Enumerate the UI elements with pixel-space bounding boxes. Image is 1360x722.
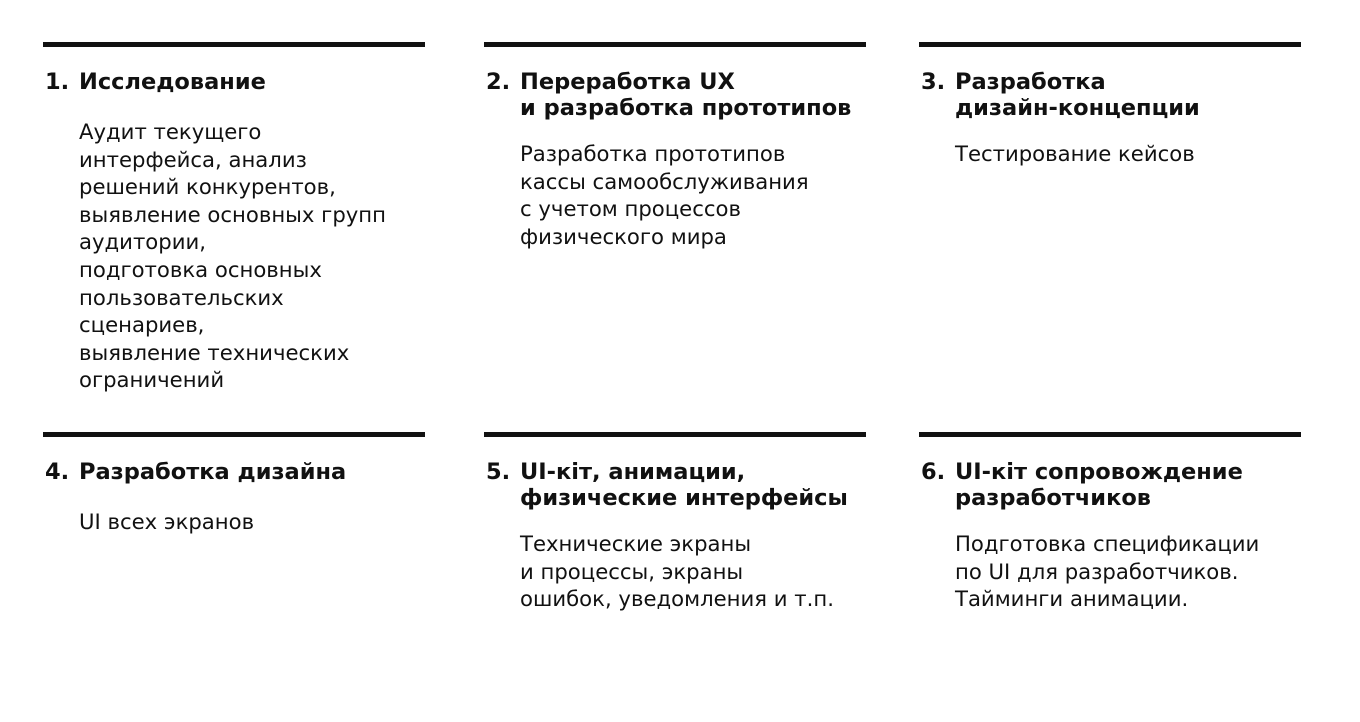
step-number: 1. — [45, 69, 70, 95]
step-description-line: решений конкурентов, — [79, 174, 336, 200]
step-description-line: по UI для разработчиков. — [955, 558, 1239, 584]
step-description-line: Тайминги анимации. — [955, 586, 1189, 612]
step-title — [520, 459, 880, 511]
step-card-developer-support — [919, 432, 1301, 612]
step-title-line: физические интерфейсы — [520, 485, 848, 511]
step-title-line: Разработка дизайна — [79, 459, 347, 485]
step-title — [955, 69, 1315, 121]
step-description-line: Подготовка спецификации — [955, 531, 1260, 556]
step-description-line: ограничений — [79, 367, 225, 393]
step-description-line: и процессы, экраны — [520, 558, 744, 584]
step-number: 2. — [486, 69, 511, 95]
step-divider — [919, 42, 1301, 47]
step-title — [79, 459, 439, 485]
step-description — [520, 140, 809, 250]
step-description-line: ошибок, уведомления и т.п. — [520, 586, 834, 612]
step-title-line: Исследование — [79, 69, 266, 95]
step-description-line: Технические экраны — [520, 531, 752, 556]
step-card-design-development — [43, 432, 425, 534]
step-title — [79, 69, 439, 95]
step-description-line: пользовательских — [79, 284, 284, 310]
step-title-line: разработчиков — [955, 485, 1152, 511]
step-description-line: выявление технических — [79, 339, 350, 365]
step-title-line: Разработка — [955, 69, 1106, 95]
step-divider — [919, 432, 1301, 437]
step-title — [955, 459, 1315, 511]
step-description-line: аудитории, — [79, 229, 206, 255]
step-description-line: кассы самообслуживания — [520, 168, 809, 194]
step-divider — [484, 432, 866, 437]
step-card-ui-kit-animations — [484, 432, 866, 612]
step-title-line: UI-кіт сопровождение — [955, 459, 1243, 485]
step-number: 5. — [486, 459, 511, 485]
step-description — [79, 118, 386, 394]
step-description-line: с учетом процессов — [520, 196, 741, 222]
step-description — [955, 530, 1259, 613]
step-description — [955, 140, 1195, 168]
step-description-line: подготовка основных — [79, 256, 322, 282]
step-description-line: физического мира — [520, 223, 727, 249]
step-title-line: и разработка прототипов — [520, 95, 852, 121]
step-title — [520, 69, 880, 121]
step-description-line: сценариев, — [79, 312, 205, 338]
step-title-line: Переработка UX — [520, 69, 735, 95]
step-number: 3. — [921, 69, 946, 95]
step-description — [79, 508, 254, 536]
step-description — [520, 530, 834, 613]
step-card-design-concept — [919, 42, 1301, 166]
step-card-research — [43, 42, 425, 393]
step-divider — [484, 42, 866, 47]
step-description-line: UI всех экранов — [79, 509, 255, 534]
step-description-line: Аудит текущего — [79, 119, 262, 144]
step-divider — [43, 432, 425, 437]
step-description-line: Тестирование кейсов — [955, 141, 1195, 166]
step-description-line: интерфейса, анализ — [79, 146, 307, 172]
step-divider — [43, 42, 425, 47]
step-description-line: выявление основных групп — [79, 201, 387, 227]
step-number: 4. — [45, 459, 70, 485]
step-description-line: Разработка прототипов — [520, 141, 786, 166]
step-number: 6. — [921, 459, 946, 485]
step-card-ux-prototypes — [484, 42, 866, 249]
step-title-line: UI-кіт, анимации, — [520, 459, 746, 485]
step-title-line: дизайн-концепции — [955, 95, 1200, 121]
